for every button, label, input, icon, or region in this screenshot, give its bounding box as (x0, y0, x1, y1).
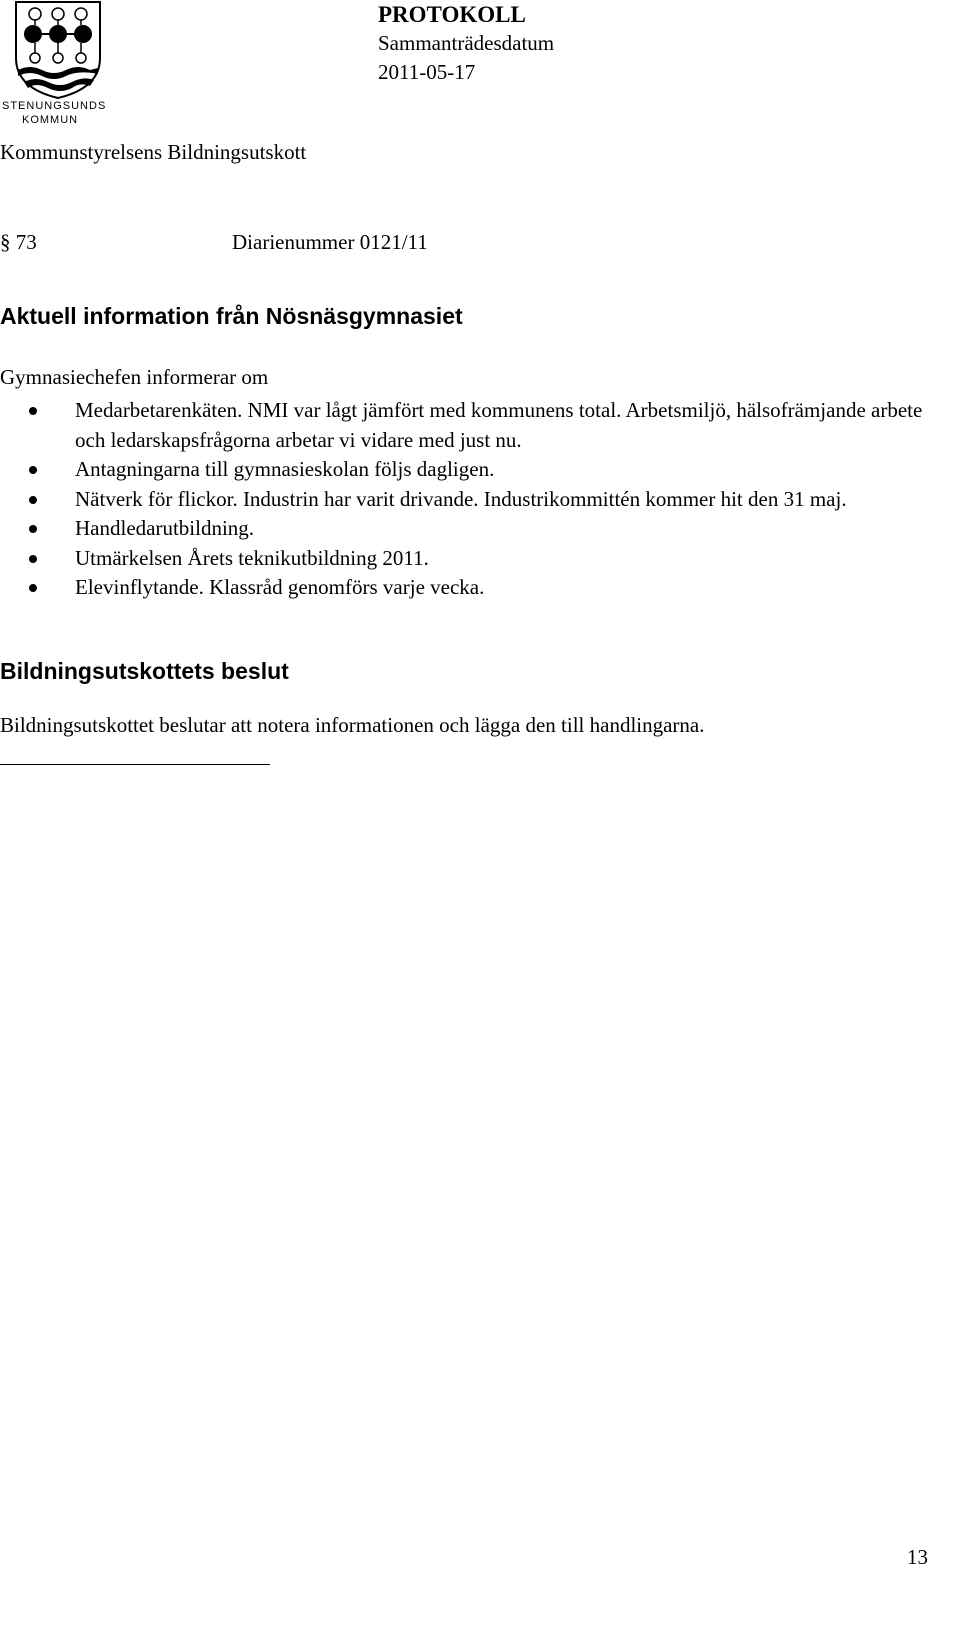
bullet-icon (29, 407, 37, 415)
list-item: Nätverk för flickor. Industrin har varit drivande. Industrikommittén kommer hit den 31 maj. (0, 485, 950, 515)
coat-of-arms-icon (0, 0, 118, 100)
bullet-icon (29, 584, 37, 592)
information-list (0, 396, 950, 603)
bullet-icon (29, 496, 37, 504)
signature-line (0, 764, 270, 765)
document-type: PROTOKOLL (378, 2, 526, 27)
list-item: Medarbetarenkäten. NMI var lågt jämfört med kommunens total. Arbetsmiljö, hälsofrämjande arbete och ledarskapsfrågorna arbetar vi vidare med just nu. (0, 396, 950, 455)
bullet-icon (29, 555, 37, 563)
decision-text: Bildningsutskottet beslutar att notera informationen och lägga den till handlingarna. (0, 713, 705, 737)
bullet-icon (29, 466, 37, 474)
paragraph-number: § 73 (0, 230, 37, 254)
page-number: 13 (907, 1545, 928, 1569)
document-header (378, 0, 554, 87)
municipality-logo (0, 0, 118, 130)
meeting-date-label: Sammanträdesdatum (378, 31, 555, 55)
bullet-icon (29, 525, 37, 533)
list-item: Handledarutbildning. (0, 514, 950, 544)
meeting-date: 2011-05-17 (378, 60, 476, 84)
list-item: Antagningarna till gymnasieskolan följs dagligen. (0, 455, 950, 485)
intro-text: Gymnasiechefen informerar om (0, 365, 269, 389)
section-title: Aktuell information från Nösnäsgymnasiet (0, 303, 463, 329)
list-item: Elevinflytande. Klassråd genomförs varje vecka. (0, 573, 950, 603)
diary-number: Diarienummer 0121/11 (232, 230, 428, 254)
logo-text-line2: KOMMUN (22, 114, 79, 126)
list-item: Utmärkelsen Årets teknikutbildning 2011. (0, 544, 950, 574)
committee-name: Kommunstyrelsens Bildningsutskott (0, 140, 307, 164)
paragraph-reference (0, 230, 428, 255)
logo-text-line1: STENUNGSUNDS (2, 100, 107, 112)
decision-heading: Bildningsutskottets beslut (0, 658, 289, 684)
